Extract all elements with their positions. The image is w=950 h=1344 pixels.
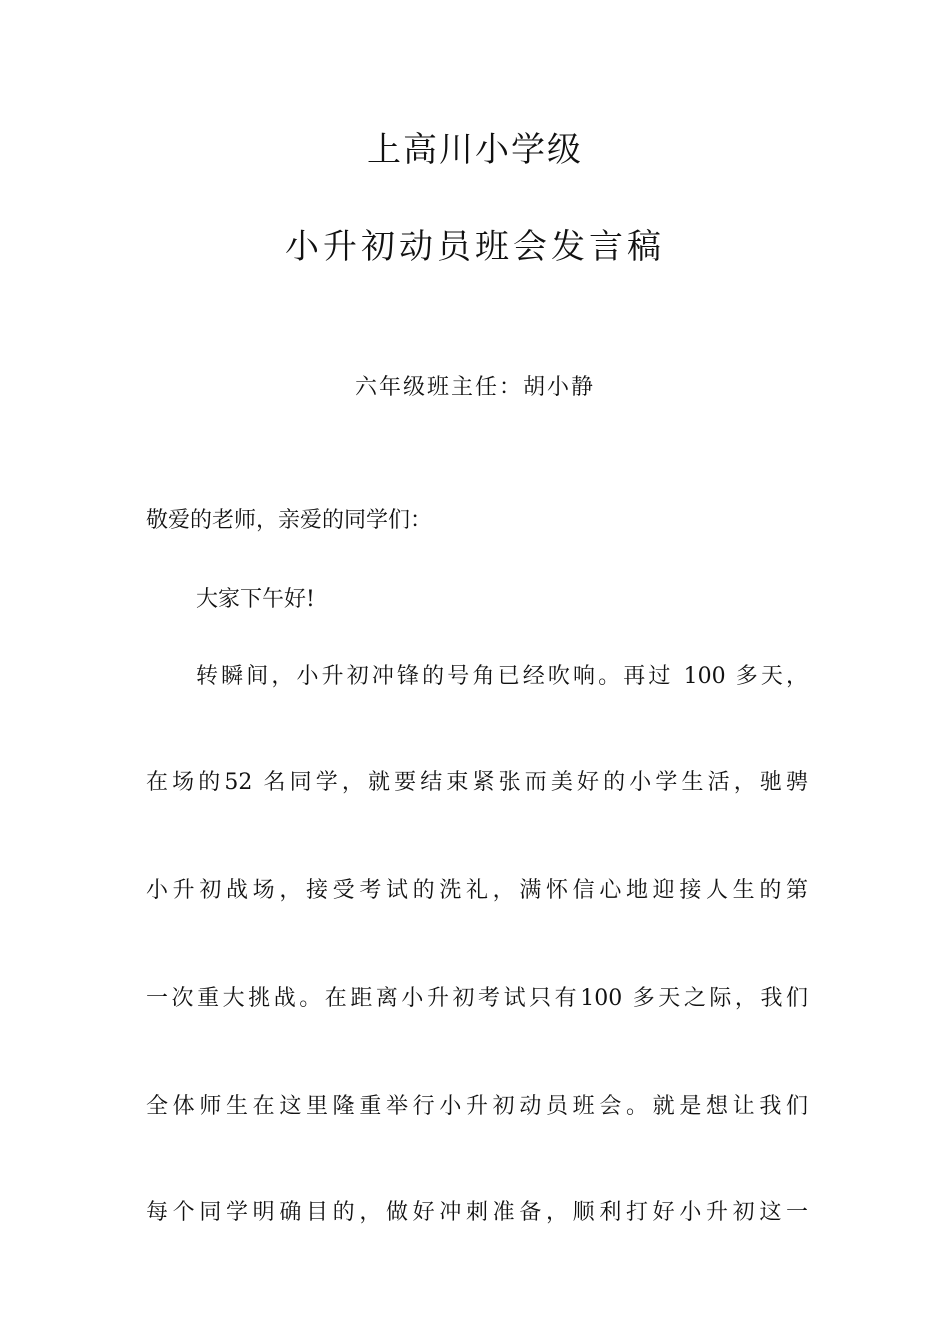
salutation: 敬爱的老师，亲爱的同学们： <box>146 508 433 533</box>
document-subtitle: 小升初动员班会发言稿 <box>285 227 665 267</box>
body-line: 一次重大挑战。在距离小升初考试只有100 多天之际，我们 <box>146 986 808 1011</box>
author-line: 六年级班主任：胡小静 <box>354 375 595 400</box>
body-line: 每个同学明确目的，做好冲刺准备，顺利打好小升初这一 <box>146 1200 808 1225</box>
document-title: 上高川小学级 <box>367 130 583 170</box>
body-line: 小升初战场，接受考试的洗礼，满怀信心地迎接人生的第 <box>146 878 808 903</box>
body-line: 转瞬间，小升初冲锋的号角已经吹响。再过 100 多天， <box>196 664 808 689</box>
body-line: 全体师生在这里隆重举行小升初动员班会。就是想让我们 <box>146 1094 808 1119</box>
greeting: 大家下午好! <box>196 587 315 612</box>
body-line: 在场的52 名同学，就要结束紧张而美好的小学生活，驰骋 <box>146 770 808 795</box>
